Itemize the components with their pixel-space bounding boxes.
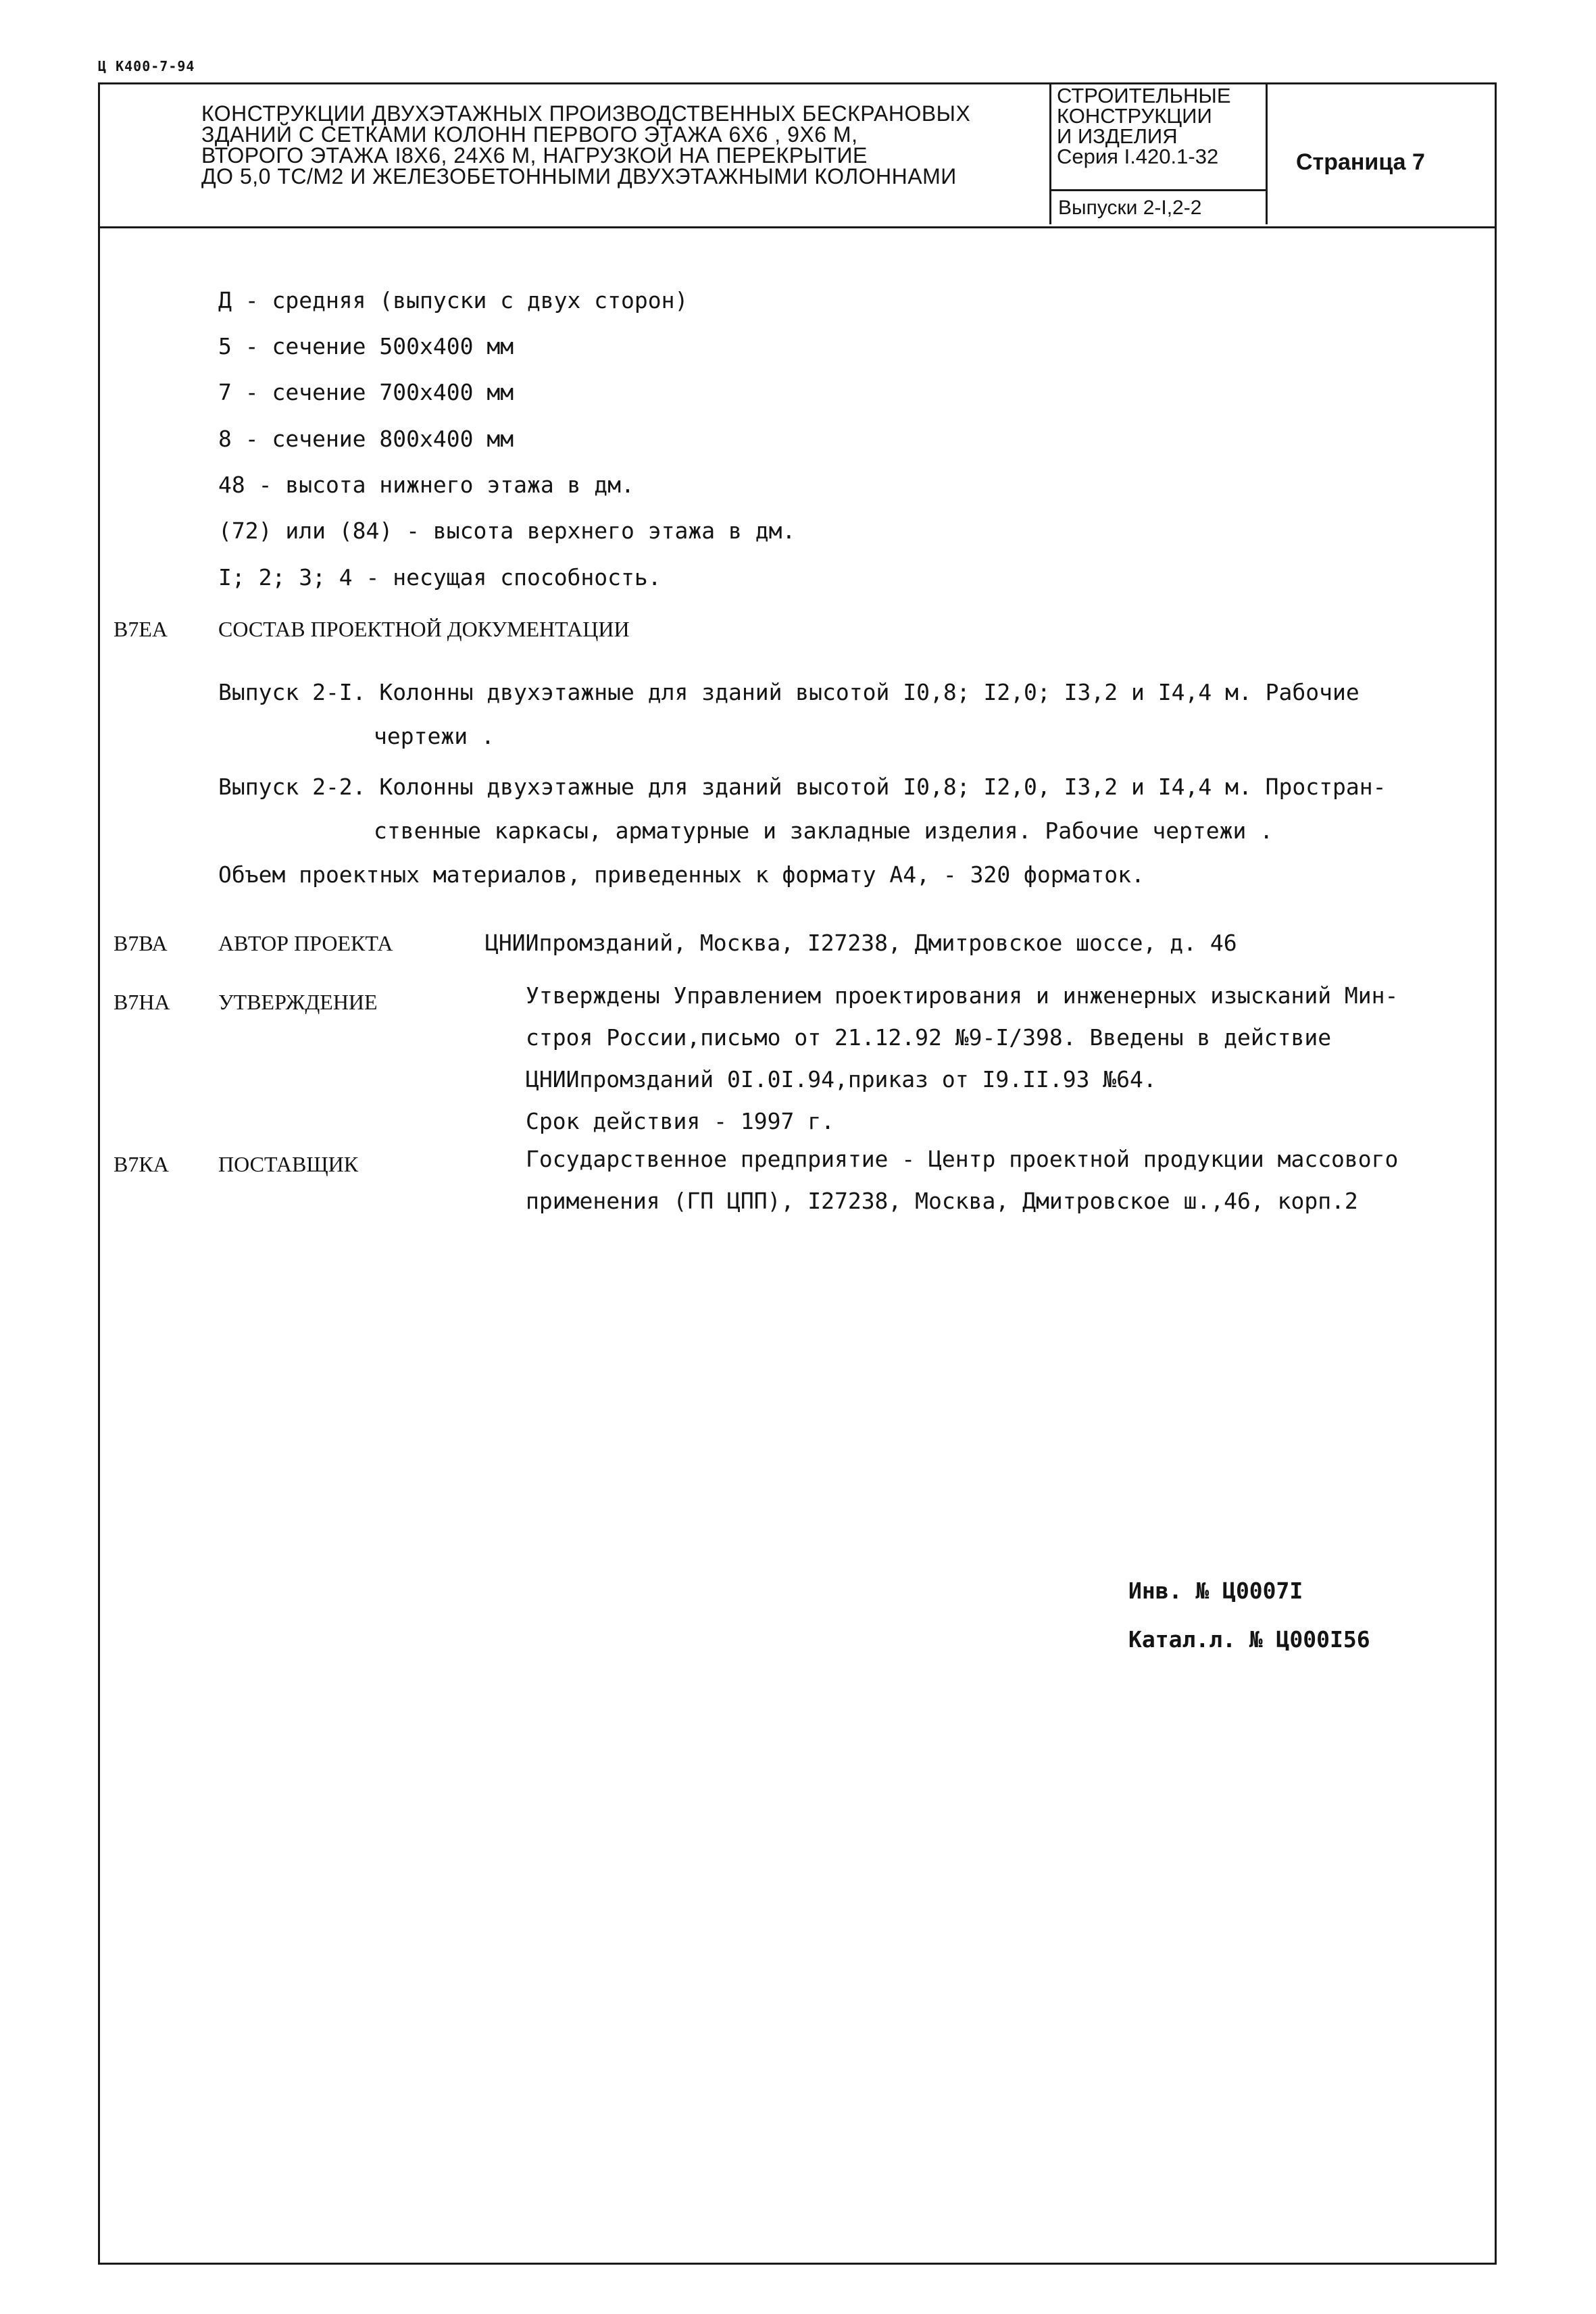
series-cell (1049, 84, 1268, 224)
supplier-line: Государственное предприятие - Центр проектной продукции массового (526, 1146, 1399, 1172)
page-frame (98, 82, 1497, 2265)
supplier-line: применения (ГП ЦПП), I27238, Москва, Дмитровское ш.,46, корп.2 (526, 1188, 1358, 1214)
title-line: ВТОРОГО ЭТАЖА I8X6, 24X6 М, НАГРУЗКОЙ НА ПЕРЕКРЫТИЕ (201, 143, 868, 168)
legend-item: 5 - сечение 500x400 мм (218, 333, 514, 359)
legend-item: I; 2; 3; 4 - несущая способность. (218, 564, 662, 590)
legend-item: (72) или (84) - высота верхнего этажа в дм. (218, 518, 796, 544)
series-line: КОНСТРУКЦИИ (1057, 104, 1212, 128)
approval-line: строя России,письмо от 21.12.92 №9-I/398. Введены в действие (526, 1024, 1332, 1051)
volume-note: Объем проектных материалов, приведенных к формату А4, - 320 форматок. (218, 861, 1145, 888)
section-label: ПОСТАВЩИК (218, 1152, 359, 1176)
inventory-number: Инв. № Ц0007I (1128, 1578, 1303, 1604)
section-code: В7КА (114, 1152, 169, 1176)
approval-line: Утверждены Управлением проектирования и инженерных изысканий Мин- (526, 982, 1399, 1009)
section-code: В7ВА (114, 931, 168, 955)
issue-description: ственные каркасы, арматурные и закладные изделия. Рабочие чертежи . (374, 818, 1274, 844)
title-line: КОНСТРУКЦИИ ДВУХЭТАЖНЫХ ПРОИЗВОДСТВЕННЫХ БЕСКРАНОВЫХ (201, 101, 971, 126)
series-line: СТРОИТЕЛЬНЫЕ (1057, 84, 1231, 107)
issue-description: чертежи . (374, 723, 495, 749)
title-block (100, 84, 1495, 228)
approval-line: ЦНИИпромзданий 0I.0I.94,приказ от I9.II.93 №64. (526, 1066, 1157, 1092)
section-label: АВТОР ПРОЕКТА (218, 931, 393, 955)
project-author: ЦНИИпромзданий, Москва, I27238, Дмитровское шоссе, д. 46 (485, 930, 1237, 956)
legend-item: Д - средняя (выпуски с двух сторон) (218, 287, 689, 313)
series-name (1051, 84, 1266, 191)
approval-line: Срок действия - 1997 г. (526, 1108, 834, 1134)
legend-item: 7 - сечение 700x400 мм (218, 379, 514, 405)
issues-label: Выпуски 2-I,2-2 (1058, 197, 1202, 219)
title-line: ЗДАНИЙ С СЕТКАМИ КОЛОНН ПЕРВОГО ЭТАЖА 6X6 , 9X6 М, (201, 122, 858, 147)
series-line: Серия I.420.1-32 (1057, 145, 1219, 168)
title-line: ДО 5,0 ТС/М2 И ЖЕЛЕЗОБЕТОННЫМИ ДВУХЭТАЖНЫМИ КОЛОННАМИ (201, 164, 957, 188)
section-code: В7НА (114, 990, 170, 1014)
series-line: И ИЗДЕЛИЯ (1057, 124, 1178, 148)
section-label: УТВЕРЖДЕНИЕ (218, 990, 378, 1014)
issue-description: Выпуск 2-2. Колонны двухэтажные для зданий высотой I0,8; I2,0, I3,2 и I4,4 м. Простран- (218, 774, 1387, 800)
section-code: В7ЕА (114, 617, 168, 641)
legend-item: 48 - высота нижнего этажа в дм. (218, 472, 634, 498)
legend-item: 8 - сечение 800x400 мм (218, 426, 514, 452)
page-number: Страница 7 (1296, 149, 1425, 175)
document-title (201, 103, 1080, 187)
section-heading: СОСТАВ ПРОЕКТНОЙ ДОКУМЕНТАЦИИ (218, 617, 630, 641)
issue-description: Выпуск 2-I. Колонны двухэтажные для зданий высотой I0,8; I2,0; I3,2 и I4,4 м. Рабочие (218, 679, 1360, 705)
document-code: Ц К400-7-94 (98, 58, 195, 74)
catalog-number: Катал.л. № Ц000I56 (1128, 1626, 1370, 1653)
